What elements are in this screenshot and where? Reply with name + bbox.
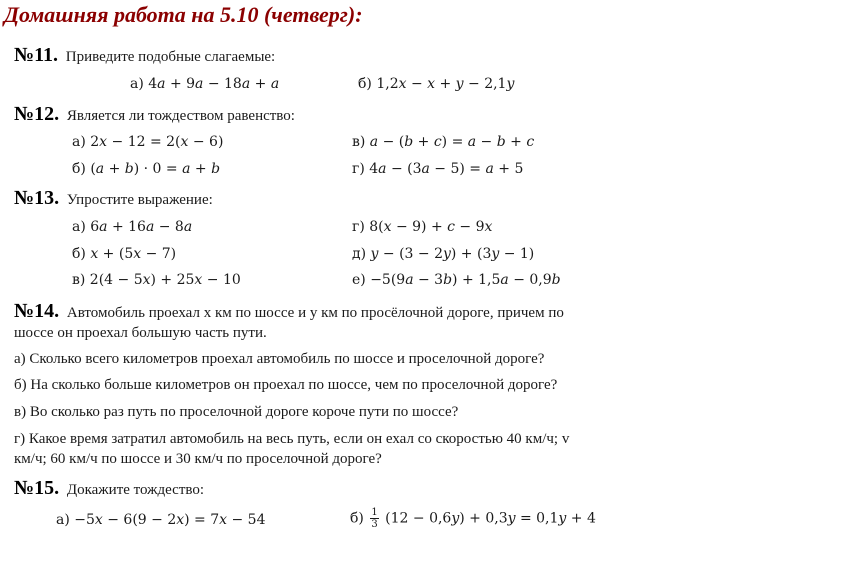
task-instruction: Является ли тождеством равенство:: [66, 108, 295, 124]
task-14-question-v: в) Во сколько раз путь по проселочной дороге короче пути по шоссе?: [14, 404, 459, 420]
task-instruction: Упростите выражение:: [66, 192, 213, 208]
task-number: №11.: [14, 44, 58, 66]
task-11-item-b: б) 1,2𝑥 − 𝑥 + 𝑦 − 2,1𝑦: [358, 76, 515, 92]
task-13-item-b: б) 𝑥 + (5𝑥 − 7): [72, 246, 177, 262]
task-15-item-a: а) −5𝑥 − 6(9 − 2𝑥) = 7𝑥 − 54: [56, 512, 266, 528]
fraction-denominator: 3: [371, 519, 378, 530]
task-number: №14.: [14, 300, 60, 322]
page-title: Домашняя работа на 5.10 (четверг):: [4, 2, 363, 27]
item-label: б): [350, 510, 364, 527]
task-14-question-b: б) На сколько больше километров он проехал по шоссе, чем по проселочной дороге?: [14, 377, 558, 393]
task-14-intro-continued: шоссе он проехал большую часть пути.: [14, 325, 267, 341]
task-number: №12.: [14, 103, 60, 125]
task-14-question-g-line1: г) Какое время затратил автомобиль на весь путь, если он ехал со скоростью 40 км/ч; v: [14, 431, 570, 447]
task-14-heading: [14, 300, 564, 323]
task-14-question-g-line2: км/ч; 60 км/ч по шоссе и 30 км/ч по проселочной дороге?: [14, 451, 382, 467]
task-12-item-b: б) (𝑎 + 𝑏) · 0 = 𝑎 + 𝑏: [72, 161, 221, 177]
task-13-item-v: в) 2(4 − 5𝑥) + 25𝑥 − 10: [72, 272, 241, 288]
fraction-numerator: 1: [371, 507, 378, 518]
fraction-one-third: [370, 507, 378, 530]
task-text: Автомобиль проехал x км по шоссе и y км по просёлочной дороге, причем по: [66, 305, 564, 321]
task-12-item-a: а) 2𝑥 − 12 = 2(𝑥 − 6): [72, 134, 224, 150]
task-15-item-b: [350, 507, 596, 530]
task-13-heading: [14, 187, 213, 210]
task-13-item-d: д) 𝑦 − (3 − 2𝑦) + (3𝑦 − 1): [352, 246, 535, 262]
task-number: №13.: [14, 187, 60, 209]
task-11-item-a: а) 4𝑎 + 9𝑎 − 18𝑎 + 𝑎: [130, 76, 280, 92]
task-12-heading: [14, 103, 295, 126]
task-13-item-e: е) −5(9𝑎 − 3𝑏) + 1,5𝑎 − 0,9𝑏: [352, 272, 561, 288]
expression-rest: (12 − 0,6𝑦) + 0,3𝑦 = 0,1𝑦 + 4: [385, 510, 596, 527]
task-instruction: Докажите тождество:: [66, 482, 205, 498]
task-15-heading: [14, 477, 204, 500]
task-12-item-v: в) 𝑎 − (𝑏 + 𝑐) = 𝑎 − 𝑏 + 𝑐: [352, 134, 535, 150]
task-13-item-g: г) 8(𝑥 − 9) + 𝑐 − 9𝑥: [352, 219, 493, 235]
task-14-question-a: а) Сколько всего километров проехал автомобиль по шоссе и проселочной дороге?: [14, 351, 545, 367]
task-instruction: Приведите подобные слагаемые:: [65, 49, 276, 65]
task-11-heading: [14, 44, 275, 67]
task-13-item-a: а) 6𝑎 + 16𝑎 − 8𝑎: [72, 219, 193, 235]
task-12-item-g: г) 4𝑎 − (3𝑎 − 5) = 𝑎 + 5: [352, 161, 524, 177]
task-number: №15.: [14, 477, 60, 499]
